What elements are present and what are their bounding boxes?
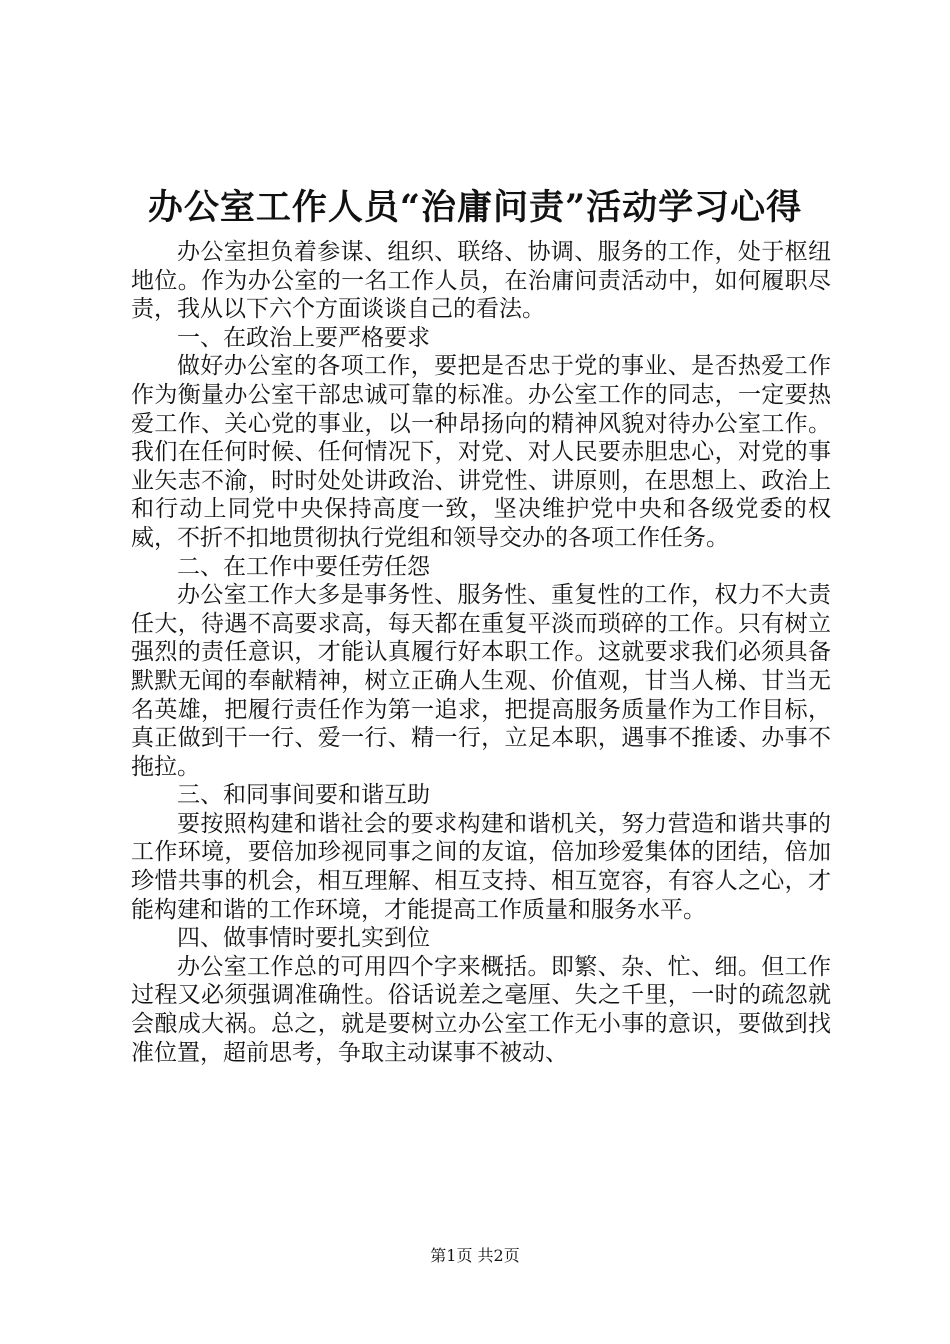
- section-heading-3: 三、和同事间要和谐互助: [177, 782, 430, 809]
- section-heading-4: 四、做事情时要扎实到位: [177, 925, 430, 952]
- intro-paragraph: 办公室担负着参谋、组织、联络、协调、服务的工作，处于枢纽地位。作为办公室的一名工作人员，在治庸问责活动中，如何履职尽责，我从以下六个方面谈谈自己的看法。: [131, 239, 831, 323]
- document-body: [131, 238, 831, 1067]
- section-paragraph-3: 要按照构建和谐社会的要求构建和谐机关，努力营造和谐共事的工作环境，要倍加珍视同事之间的友谊，倍加珍爱集体的团结，倍加珍惜共事的机会，相互理解、相互支持、相互宽容，有容人之心，才能构建和谐的工作环境，才能提高工作质量和服务水平。: [131, 810, 831, 923]
- section-heading-2: 二、在工作中要任劳任怨: [177, 553, 430, 580]
- section-paragraph-4: 办公室工作总的可用四个字来概括。即繁、杂、忙、细。但工作过程又必须强调准确性。俗话说差之毫厘、失之千里，一时的疏忽就会酿成大祸。总之，就是要树立办公室工作无小事的意识，要做到找准位置，超前思考，争取主动谋事不被动、: [131, 953, 831, 1066]
- section-paragraph-1: 做好办公室的各项工作，要把是否忠于党的事业、是否热爱工作作为衡量办公室干部忠诚可靠的标准。办公室工作的同志，一定要热爱工作、关心党的事业，以一种昂扬向的精神风貌对待办公室工作。我们在任何时候、任何情况下，对党、对人民要赤胆忠心，对党的事业矢志不渝，时时处处讲政治、讲党性、讲原则，在思想上、政治上和行动上同党中央保持高度一致，坚决维护党中央和各级党委的权威，不折不扣地贯彻执行党组和领导交办的各项工作任务。: [131, 353, 831, 551]
- page-footer: 第1页 共2页: [430, 1246, 520, 1265]
- section-heading-1: 一、在政治上要严格要求: [177, 324, 430, 351]
- document-title: 办公室工作人员“治庸问责”活动学习心得: [147, 187, 803, 228]
- section-paragraph-2: 办公室工作大多是事务性、服务性、重复性的工作，权力不大责任大，待遇不高要求高，每天都在重复平淡而琐碎的工作。只有树立强烈的责任意识，才能认真履行好本职工作。这就要求我们必须具备默默无闻的奉献精神，树立正确人生观、价值观，甘当人梯、甘当无名英雄，把履行责任作为第一追求，把提高服务质量作为工作目标，真正做到干一行、爱一行、精一行，立足本职，遇事不推诿、办事不拖拉。: [131, 582, 831, 780]
